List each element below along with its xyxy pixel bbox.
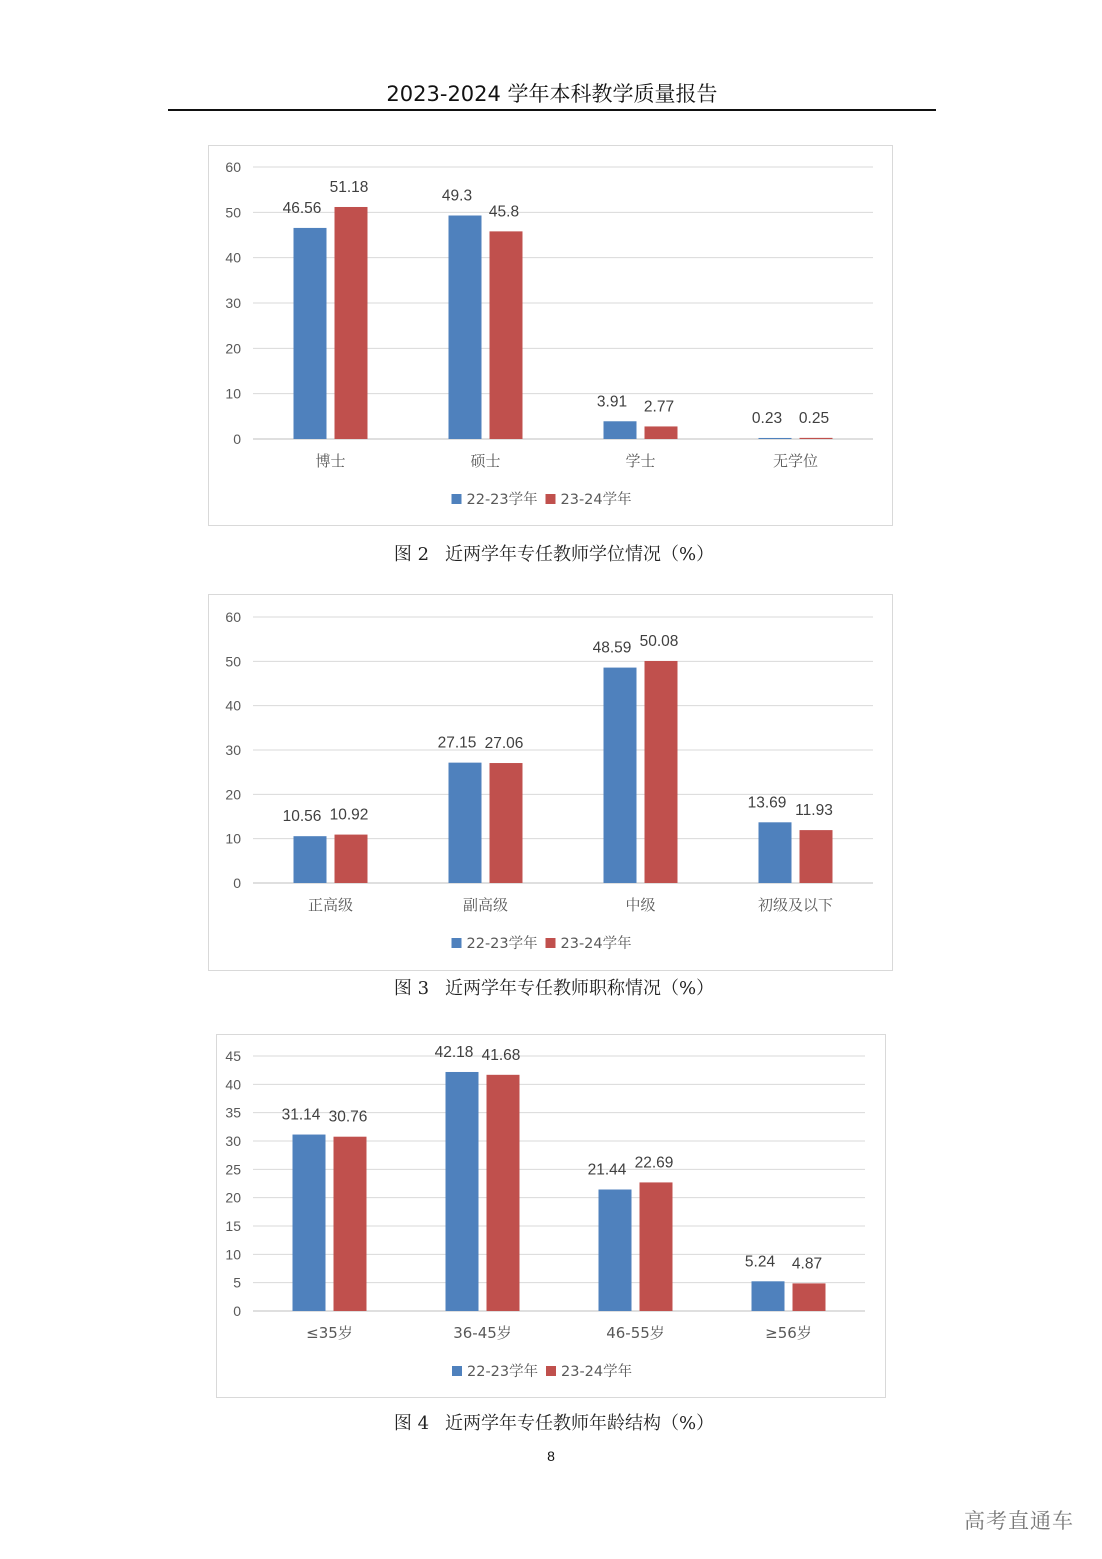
bar[interactable] — [645, 661, 678, 883]
y-tick-label: 10 — [225, 385, 241, 402]
category-label: 硕士 — [470, 452, 501, 470]
header-rule — [168, 109, 936, 111]
y-tick-label: 35 — [225, 1104, 241, 1121]
data-label: 49.3 — [441, 187, 473, 205]
legend-label: 22-23学年 — [466, 936, 538, 952]
bar[interactable] — [335, 207, 368, 439]
figure-2-caption — [0, 540, 1102, 566]
figure-4-text: 近两学年专任教师年龄结构（%） — [445, 1413, 715, 1434]
figure-3-number: 图 3 — [393, 978, 430, 999]
figure-2-number: 图 2 — [393, 544, 430, 565]
y-tick-label: 0 — [233, 1303, 241, 1319]
bar[interactable] — [800, 438, 833, 439]
bar[interactable] — [640, 1182, 673, 1311]
data-label: 3.91 — [596, 393, 628, 411]
data-label: 0.23 — [751, 409, 783, 427]
page-number: 8 — [547, 1448, 555, 1464]
bar[interactable] — [490, 763, 523, 883]
data-label: 11.93 — [795, 802, 833, 820]
data-label: 31.14 — [281, 1106, 321, 1124]
watermark: 高考直通车 — [964, 1509, 1074, 1533]
bar[interactable] — [294, 836, 327, 883]
bar[interactable] — [335, 835, 368, 883]
legend-swatch — [452, 938, 462, 948]
bar[interactable] — [449, 216, 482, 439]
legend-label: 23-24学年 — [560, 492, 632, 508]
y-tick-label: 10 — [225, 830, 241, 847]
y-tick-label: 20 — [225, 786, 241, 803]
category-label: 中级 — [625, 896, 656, 914]
title-rank-chart — [208, 594, 893, 971]
bar[interactable] — [599, 1190, 632, 1311]
data-label: 45.8 — [488, 203, 520, 221]
y-tick-label: 40 — [225, 697, 241, 714]
y-tick-label: 40 — [225, 1076, 241, 1093]
data-label: 4.87 — [791, 1255, 823, 1273]
legend-label: 23-24学年 — [560, 936, 632, 952]
data-label: 5.24 — [744, 1253, 776, 1271]
bar[interactable] — [334, 1137, 367, 1311]
bar[interactable] — [645, 426, 678, 439]
data-label: 51.18 — [329, 178, 369, 196]
bar[interactable] — [487, 1075, 520, 1311]
data-label: 27.06 — [484, 735, 524, 753]
data-label: 10.92 — [329, 806, 369, 824]
y-tick-label: 5 — [233, 1274, 241, 1291]
category-label: 46-55岁 — [606, 1324, 665, 1342]
category-label: 副高级 — [462, 896, 509, 914]
figure-2-text: 近两学年专任教师学位情况（%） — [445, 544, 715, 565]
legend-swatch — [452, 1366, 462, 1376]
y-tick-label: 40 — [225, 249, 241, 266]
data-label: 46.56 — [282, 199, 322, 217]
y-tick-label: 10 — [225, 1246, 241, 1263]
chart-svg — [217, 1035, 887, 1399]
report-header: 2023-2024 学年本科教学质量报告 — [386, 82, 718, 106]
y-tick-label: 0 — [233, 875, 241, 891]
bar[interactable] — [800, 830, 833, 883]
bar[interactable] — [490, 231, 523, 439]
figure-4-number: 图 4 — [393, 1413, 430, 1434]
figure-4-caption — [0, 1409, 1102, 1435]
data-label: 2.77 — [643, 398, 675, 416]
bar[interactable] — [293, 1135, 326, 1311]
chart-svg — [209, 595, 894, 972]
data-label: 42.18 — [434, 1043, 474, 1061]
data-label: 10.56 — [282, 808, 322, 826]
data-label: 41.68 — [481, 1046, 521, 1064]
category-label: 36-45岁 — [453, 1324, 512, 1342]
y-tick-label: 30 — [225, 742, 241, 758]
legend-label: 22-23学年 — [466, 492, 538, 508]
category-label: 学士 — [625, 452, 656, 470]
category-label: 初级及以下 — [757, 896, 834, 914]
bar[interactable] — [604, 668, 637, 883]
legend-label: 22-23学年 — [467, 1364, 539, 1380]
y-tick-label: 30 — [225, 295, 241, 311]
legend-swatch — [546, 938, 556, 948]
y-tick-label: 30 — [225, 1133, 241, 1149]
bar[interactable] — [446, 1072, 479, 1311]
category-label: ≥56岁 — [765, 1324, 812, 1342]
bar[interactable] — [759, 438, 792, 439]
y-tick-label: 20 — [225, 1189, 241, 1206]
data-label: 27.15 — [437, 734, 477, 752]
bar[interactable] — [449, 763, 482, 883]
data-label: 13.69 — [747, 794, 787, 812]
data-label: 21.44 — [587, 1161, 627, 1179]
category-label: 博士 — [315, 452, 346, 470]
legend-swatch — [546, 1366, 556, 1376]
category-label: ≤35岁 — [306, 1324, 353, 1342]
y-tick-label: 15 — [225, 1218, 241, 1234]
category-label: 正高级 — [307, 896, 354, 914]
category-label: 无学位 — [772, 452, 819, 470]
age-structure-chart — [216, 1034, 886, 1398]
y-tick-label: 60 — [225, 159, 241, 175]
data-label: 0.25 — [798, 409, 830, 427]
y-tick-label: 0 — [233, 431, 241, 447]
bar[interactable] — [793, 1283, 826, 1311]
y-tick-label: 45 — [225, 1048, 241, 1064]
figure-3-caption — [0, 974, 1102, 1000]
chart-svg — [209, 146, 894, 527]
bar[interactable] — [294, 228, 327, 439]
y-tick-label: 50 — [225, 653, 241, 670]
data-label: 22.69 — [634, 1154, 674, 1172]
bar[interactable] — [752, 1281, 785, 1311]
y-tick-label: 25 — [225, 1161, 241, 1178]
data-label: 48.59 — [592, 639, 632, 657]
y-tick-label: 20 — [225, 340, 241, 357]
figure-3-text: 近两学年专任教师职称情况（%） — [445, 978, 715, 999]
degree-chart — [208, 145, 893, 526]
y-tick-label: 60 — [225, 609, 241, 625]
legend-swatch — [452, 494, 462, 504]
bar[interactable] — [604, 421, 637, 439]
data-label: 50.08 — [639, 632, 679, 650]
legend-label: 23-24学年 — [561, 1364, 633, 1380]
data-label: 30.76 — [328, 1108, 368, 1126]
y-tick-label: 50 — [225, 204, 241, 221]
bar[interactable] — [759, 822, 792, 883]
legend-swatch — [546, 494, 556, 504]
